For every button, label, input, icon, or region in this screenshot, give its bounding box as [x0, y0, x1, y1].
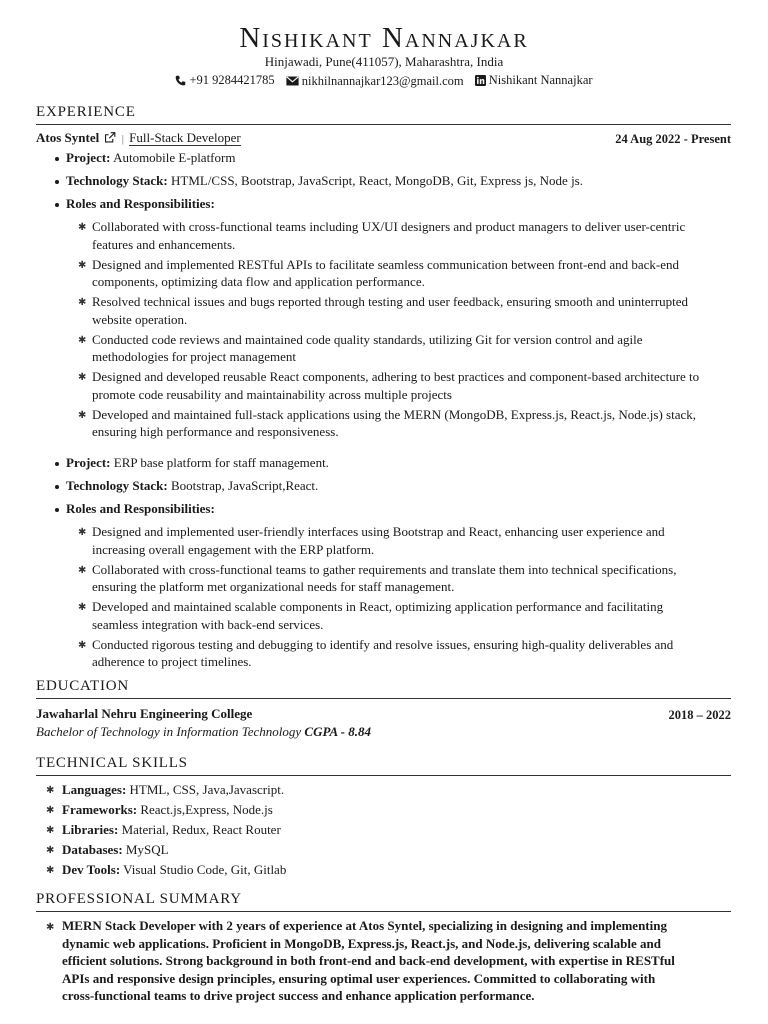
skill-value: HTML, CSS, Java,Javascript.: [129, 782, 285, 797]
address: Hinjawadi, Pune(411057), Maharashtra, India: [264, 54, 504, 69]
summary-line: dynamic web applications. Proficient in MongoDB, Express.js, React.js, and Node.js, delivering scalable and: [62, 935, 661, 951]
star-bullet: ✱: [78, 372, 87, 383]
stack-value: HTML/CSS, Bootstrap, JavaScript, React, MongoDB, Git, Express js, Node js.: [170, 173, 583, 188]
education-divider: [36, 698, 731, 699]
job-dates: 24 Aug 2022 - Present: [615, 132, 731, 146]
degree-line: [36, 724, 371, 740]
summary-line: cross-functional teams to drive project success and enhance application performance.: [62, 988, 535, 1003]
skill-label: Languages:: [62, 782, 127, 797]
skill-value: Visual Studio Code, Git, Gitlab: [123, 862, 287, 877]
project-value: ERP base platform for staff management.: [113, 455, 329, 470]
star-bullet: ✱: [78, 334, 87, 346]
star-bullet: ✱: [78, 602, 87, 613]
summary-line: MERN Stack Developer with 2 years of experience at Atos Syntel, specializing in designing and implementing: [62, 918, 667, 933]
skill-value: React.js,Express, Node.js: [140, 802, 273, 817]
email-address: nikhilnannajkar123@gmail.com: [301, 73, 464, 88]
responsibility-line: adherence to project timelines.: [92, 654, 252, 669]
email-contact[interactable]: [286, 73, 464, 89]
summary-line: APIs and responsive design principles, ensuring optimal user experiences. Committed to collaborating with: [62, 970, 656, 986]
skill-row: [62, 782, 284, 798]
responsibility-line: Designed and developed reusable React components, adhering to best practices and component-based architecture to: [92, 369, 700, 384]
responsibility-line: Conducted code reviews and maintained code quality standards, utilizing Git for version control and agile: [92, 331, 643, 347]
star-bullet: ✱: [46, 785, 55, 796]
skill-label: Frameworks:: [62, 802, 138, 817]
responsibility-line: Resolved technical issues and bugs reported through testing and user feedback, ensuring smooth and uninterrupted: [92, 294, 689, 309]
responsibility-line: features and enhancements.: [92, 236, 236, 252]
star-bullet: ✱: [46, 825, 55, 836]
linkedin-icon: [475, 75, 486, 86]
roles-heading: Roles and Responsibilities:: [66, 501, 215, 516]
cgpa-value: - 8.84: [337, 724, 371, 739]
skills-divider: [36, 775, 731, 776]
responsibility-line: Designed and implemented RESTful APIs to facilitate seamless communication between front-end and back-end: [92, 256, 679, 272]
star-bullet: ✱: [78, 639, 87, 651]
project-2-name: [66, 455, 329, 471]
summary-heading: PROFESSIONAL SUMMARY: [36, 891, 242, 907]
responsibility-line: Conducted rigorous testing and debugging to identify and resolve issues, ensuring high-quality deliverables and: [92, 636, 674, 652]
candidate-name: Nishikant Nannajkar: [239, 22, 529, 54]
school-name: Jawaharlal Nehru Engineering College: [36, 706, 253, 721]
skill-label: Libraries:: [62, 822, 119, 837]
responsibility-line: seamless integration with back-end services.: [92, 616, 324, 632]
linkedin-contact[interactable]: [475, 72, 593, 88]
bullet-dot: [55, 485, 59, 489]
skill-value: MySQL: [125, 842, 169, 857]
bullet-dot: [55, 157, 59, 161]
title-separator: |: [121, 133, 124, 145]
star-bullet: ✱: [78, 409, 87, 421]
responsibility-line: Collaborated with cross-functional teams to gather requirements and translate them into technical specifications,: [92, 561, 677, 577]
responsibility-line: Developed and maintained scalable components in React, optimizing application performance and facilitating: [92, 599, 664, 614]
skill-row: [62, 842, 169, 858]
phone-contact[interactable]: [175, 72, 274, 88]
star-bullet: ✱: [78, 564, 87, 576]
responsibility-line: components, optimizing data flow and application performance.: [92, 274, 425, 289]
skill-value: Material, Redux, React Router: [121, 822, 281, 837]
star-bullet: ✱: [46, 805, 55, 816]
project-1-name: [66, 150, 235, 166]
responsibility-line: methodologies for project management: [92, 349, 296, 364]
responsibility-line: Designed and implemented user-friendly interfaces using Bootstrap and React, enhancing user experience and: [92, 524, 665, 539]
responsibility-line: website operation.: [92, 311, 188, 327]
project-label: Project:: [66, 455, 111, 470]
job-header: [36, 130, 241, 147]
job-role[interactable]: Full-Stack Developer: [129, 130, 241, 145]
responsibility-line: Collaborated with cross-functional teams including UX/UI designers and product managers to deliver user-centric: [92, 219, 686, 234]
skill-row: [62, 822, 281, 838]
skills-heading: TECHNICAL SKILLS: [36, 755, 188, 771]
bullet-dot: [55, 203, 59, 207]
star-bullet: ✱: [78, 297, 87, 308]
bullet-dot: [55, 180, 59, 184]
skill-label: Dev Tools:: [62, 862, 121, 877]
responsibility-line: Developed and maintained full-stack applications using the MERN (MongoDB, Express.js, React.js, Node.js) stack,: [92, 406, 697, 422]
responsibility-line: promote code reusability and maintainability across multiple projects: [92, 386, 452, 402]
project-2-stack: [66, 478, 318, 494]
phone-icon: [175, 75, 186, 86]
project-1-stack: [66, 173, 583, 189]
star-bullet: ✱: [46, 865, 55, 876]
experience-heading: EXPERIENCE: [36, 104, 136, 120]
linkedin-name: Nishikant Nannajkar: [488, 73, 593, 87]
contact-row: [0, 72, 768, 90]
skill-row: [62, 802, 273, 818]
experience-divider: [36, 124, 731, 125]
responsibility-line: ensuring the platform met organizational needs for staff management.: [92, 579, 455, 594]
education-dates: 2018 – 2022: [668, 708, 731, 722]
bullet-dot: [55, 462, 59, 466]
stack-label: Technology Stack:: [66, 478, 168, 493]
project-label: Project:: [66, 150, 111, 165]
star-bullet: ✱: [46, 922, 55, 933]
envelope-icon: [286, 76, 299, 86]
phone-number: +91 9284421785: [189, 73, 275, 87]
summary-line: efficient solutions. Strong background in both front-end and back-end development, with expertise in RESTful: [62, 953, 675, 968]
roles-heading: Roles and Responsibilities:: [66, 196, 215, 211]
star-bullet: ✱: [78, 527, 87, 538]
skill-label: Databases:: [62, 842, 123, 857]
skill-row: [62, 862, 286, 878]
project-value: Automobile E-platform: [113, 150, 236, 165]
external-link-icon[interactable]: [104, 132, 116, 143]
responsibility-line: ensuring high performance and responsiveness.: [92, 424, 339, 439]
education-heading: EDUCATION: [36, 678, 130, 694]
summary-divider: [36, 911, 731, 912]
star-bullet: ✱: [78, 222, 87, 233]
stack-value: Bootstrap, JavaScript,React.: [170, 478, 319, 493]
bullet-dot: [55, 508, 59, 512]
cgpa-label: CGPA: [304, 724, 338, 739]
responsibility-line: increasing overall engagement with the ERP platform.: [92, 541, 375, 557]
stack-label: Technology Stack:: [66, 173, 168, 188]
star-bullet: ✱: [78, 259, 87, 271]
degree: Bachelor of Technology in Information Technology: [36, 724, 302, 739]
star-bullet: ✱: [46, 845, 55, 856]
company-name: Atos Syntel: [36, 130, 100, 145]
